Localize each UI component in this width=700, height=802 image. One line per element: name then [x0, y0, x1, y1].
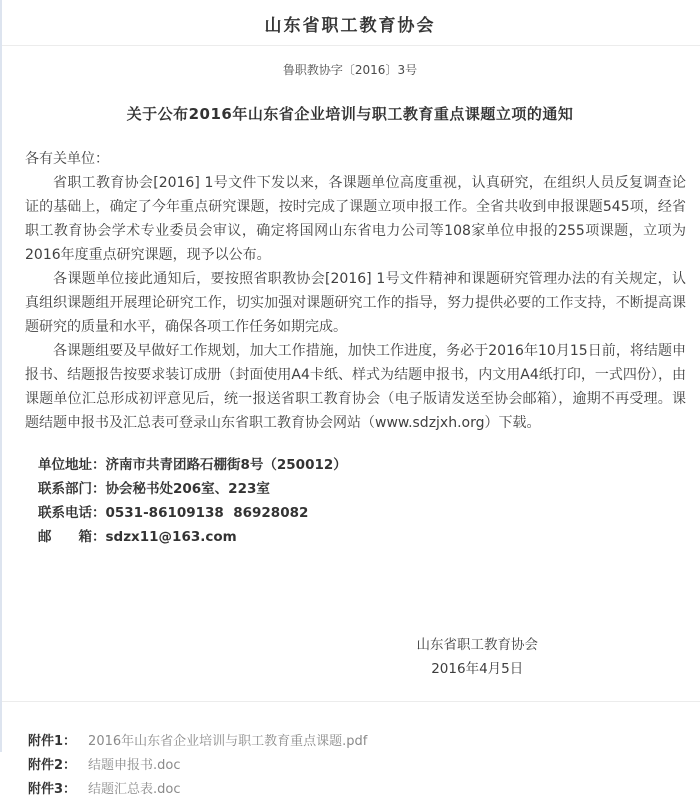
- attachment-1-link[interactable]: 2016年山东省企业培训与职工教育重点课题.pdf: [88, 734, 368, 749]
- attachment-row: [28, 754, 700, 778]
- contact-email: [38, 525, 700, 549]
- contact-address-label: 单位地址：: [38, 457, 106, 473]
- document-title: 关于公布2016年山东省企业培训与职工教育重点课题立项的通知: [126, 105, 574, 123]
- attachment-3-label: 附件3：: [28, 782, 77, 797]
- attachment-2-link[interactable]: 结题申报书.doc: [88, 758, 181, 773]
- attachments-list: [0, 702, 700, 802]
- signature-organization: 山东省职工教育协会: [416, 637, 538, 653]
- paragraph-2: 各课题单位接此通知后，要按照省职教协会[2016] 1号文件精神和课题研究管理办法的有关规定，认真组织课题组开展理论研究工作，切实加强对课题研究工作的指导，努力提供必要的工作支持，不断提高课题研究的质量和水平，确保各项工作任务如期完成。: [25, 271, 686, 335]
- paragraph-3: 各课题组要及早做好工作规划，加大工作措施，加快工作进度，务必于2016年10月15日前，将结题申报书、结题报告按要求装订成册（封面使用A4卡纸、样式为结题申报书，内文用A4纸打印，一式四份），由课题单位汇总形成初评意见后，统一报送省职工教育协会（电子版请发送至协会邮箱），逾期不再受理。课题结题申报书及汇总表可登录山东省职工教育协会网站（www.sdzjxh.org）下载。: [25, 343, 686, 431]
- contact-department-label: 联系部门：: [38, 481, 106, 497]
- header-divider: [0, 45, 700, 46]
- document-number: 鲁职教协字〔2016〕3号: [282, 63, 418, 77]
- contact-phone-value: 0531-86109138 86928082: [105, 505, 309, 521]
- attachment-row: [28, 778, 700, 802]
- contact-department: [38, 477, 700, 501]
- signature-date: 2016年4月5日: [431, 661, 524, 677]
- contact-email-label: 邮 箱：: [38, 529, 106, 545]
- attachment-2-label: 附件2：: [28, 758, 77, 773]
- contact-department-value: 协会秘书处206室、223室: [105, 481, 270, 497]
- signature-block: [417, 633, 539, 681]
- document-body: [0, 124, 700, 435]
- organization-title: 山东省职工教育协会: [264, 16, 436, 36]
- salutation: 各有关单位：: [25, 151, 109, 167]
- contact-phone-label: 联系电话：: [38, 505, 106, 521]
- page-left-border: [0, 0, 2, 752]
- contact-phone: [38, 501, 700, 525]
- attachment-3-link[interactable]: 结题汇总表.doc: [88, 782, 181, 797]
- contact-email-value: sdzx11@163.com: [105, 529, 237, 545]
- contact-block: [38, 453, 700, 549]
- contact-address: [38, 453, 700, 477]
- paragraph-1: 省职工教育协会[2016] 1号文件下发以来，各课题单位高度重视，认真研究，在组织人员反复调查论证的基础上，确定了今年重点研究课题，按时完成了课题立项申报工作。全省共收到申报课题545项，经省职工教育协会学术专业委员会审议，确定将国网山东省电力公司等108家单位申报的255项课题，立项为2016年度重点研究课题，现予以公布。: [25, 175, 686, 263]
- attachment-row: [28, 730, 700, 754]
- attachment-1-label: 附件1：: [28, 734, 77, 749]
- contact-address-value: 济南市共青团路石棚街8号（250012）: [105, 457, 347, 473]
